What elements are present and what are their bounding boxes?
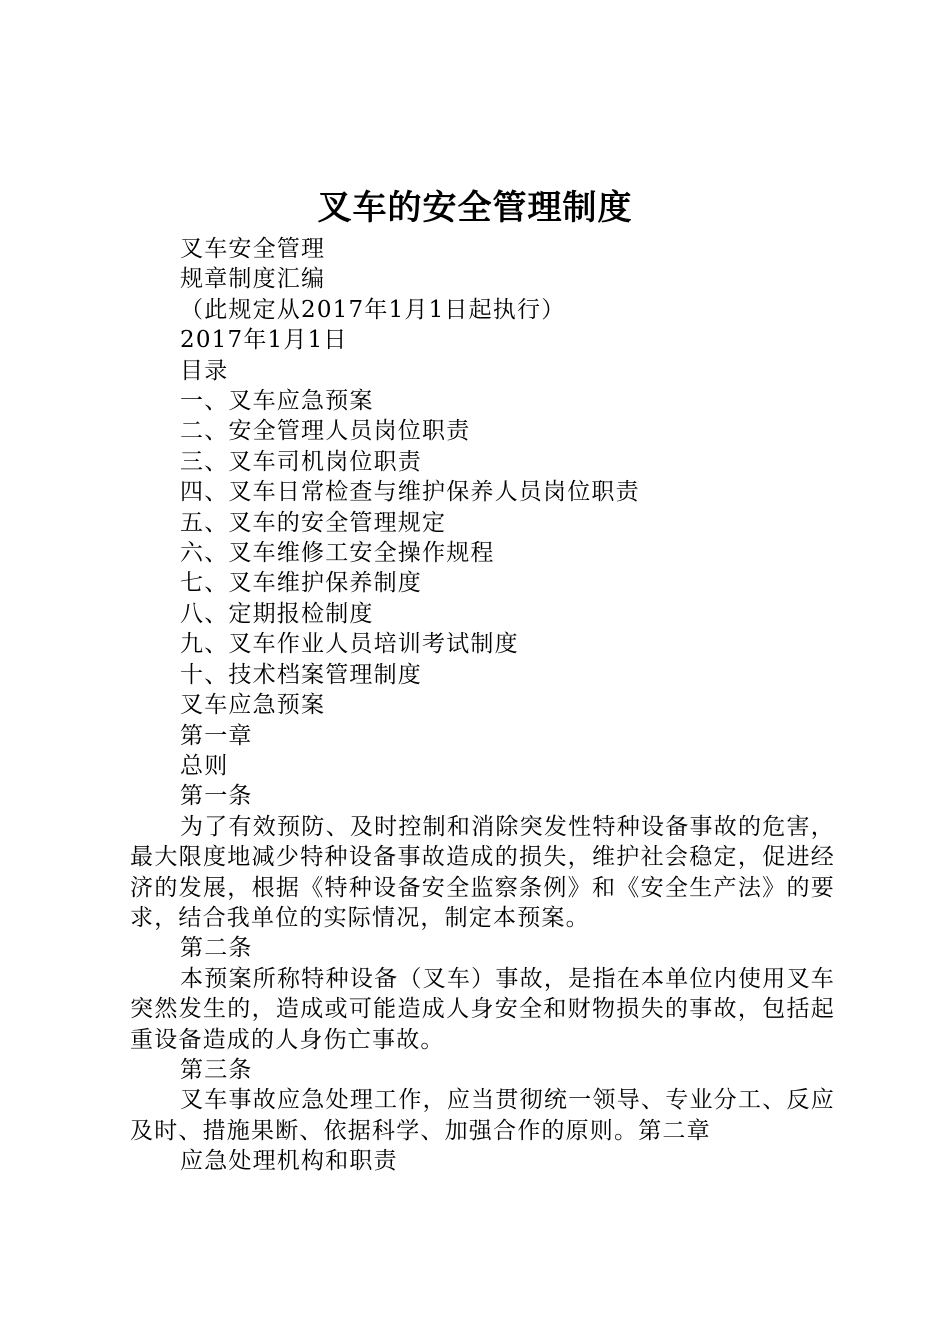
section-heading: 叉车应急预案: [180, 692, 326, 719]
date-line: 2017年1月1日: [180, 327, 348, 354]
document-body: [130, 234, 835, 1177]
chapter-title: 总则: [180, 752, 229, 779]
toc-item: 九、叉车作业人员培训考试制度: [180, 631, 519, 658]
toc-heading: 目录: [180, 357, 229, 384]
toc-item: 三、叉车司机岗位职责: [180, 448, 422, 475]
article-paragraph: 叉车事故应急处理工作，应当贯彻统一领导、专业分工、反应及时、措施果断、依据科学、加强合作的原则。第二章: [130, 1087, 835, 1144]
subtitle-line: 叉车安全管理: [180, 236, 326, 262]
toc-item: 二、安全管理人员岗位职责: [180, 418, 471, 445]
toc-item: 五、叉车的安全管理规定: [180, 509, 447, 536]
effective-date-note: （此规定从2017年1月1日起执行）: [180, 296, 566, 323]
toc-item: 六、叉车维修工安全操作规程: [180, 540, 495, 567]
article-paragraph: 为了有效预防、及时控制和消除突发性特种设备事故的危害，最大限度地减少特种设备事故造成的损失，维护社会稳定，促进经济的发展，根据《特种设备安全监察条例》和《安全生产法》的要求，结合我单位的实际情况，制定本预案。: [130, 813, 835, 931]
article-heading: 第二条: [180, 935, 253, 962]
toc-item: 十、技术档案管理制度: [180, 661, 422, 688]
article-heading: 第一条: [180, 783, 253, 810]
chapter-heading: 第一章: [180, 722, 253, 749]
article-heading: 第三条: [180, 1056, 253, 1083]
toc-item: 八、定期报检制度: [180, 600, 374, 627]
toc-item: 一、叉车应急预案: [180, 388, 374, 415]
subtitle-line: 规章制度汇编: [180, 266, 326, 293]
document-title: 叉车的安全管理制度: [317, 188, 633, 228]
toc-item: 七、叉车维护保养制度: [180, 570, 422, 597]
chapter-title: 应急处理机构和职责: [180, 1148, 398, 1175]
toc-item: 四、叉车日常检查与维护保养人员岗位职责: [180, 479, 640, 506]
article-paragraph: 本预案所称特种设备（叉车）事故，是指在本单位内使用叉车突然发生的，造成或可能造成人身安全和财物损失的事故，包括起重设备造成的人身伤亡事故。: [130, 965, 835, 1053]
